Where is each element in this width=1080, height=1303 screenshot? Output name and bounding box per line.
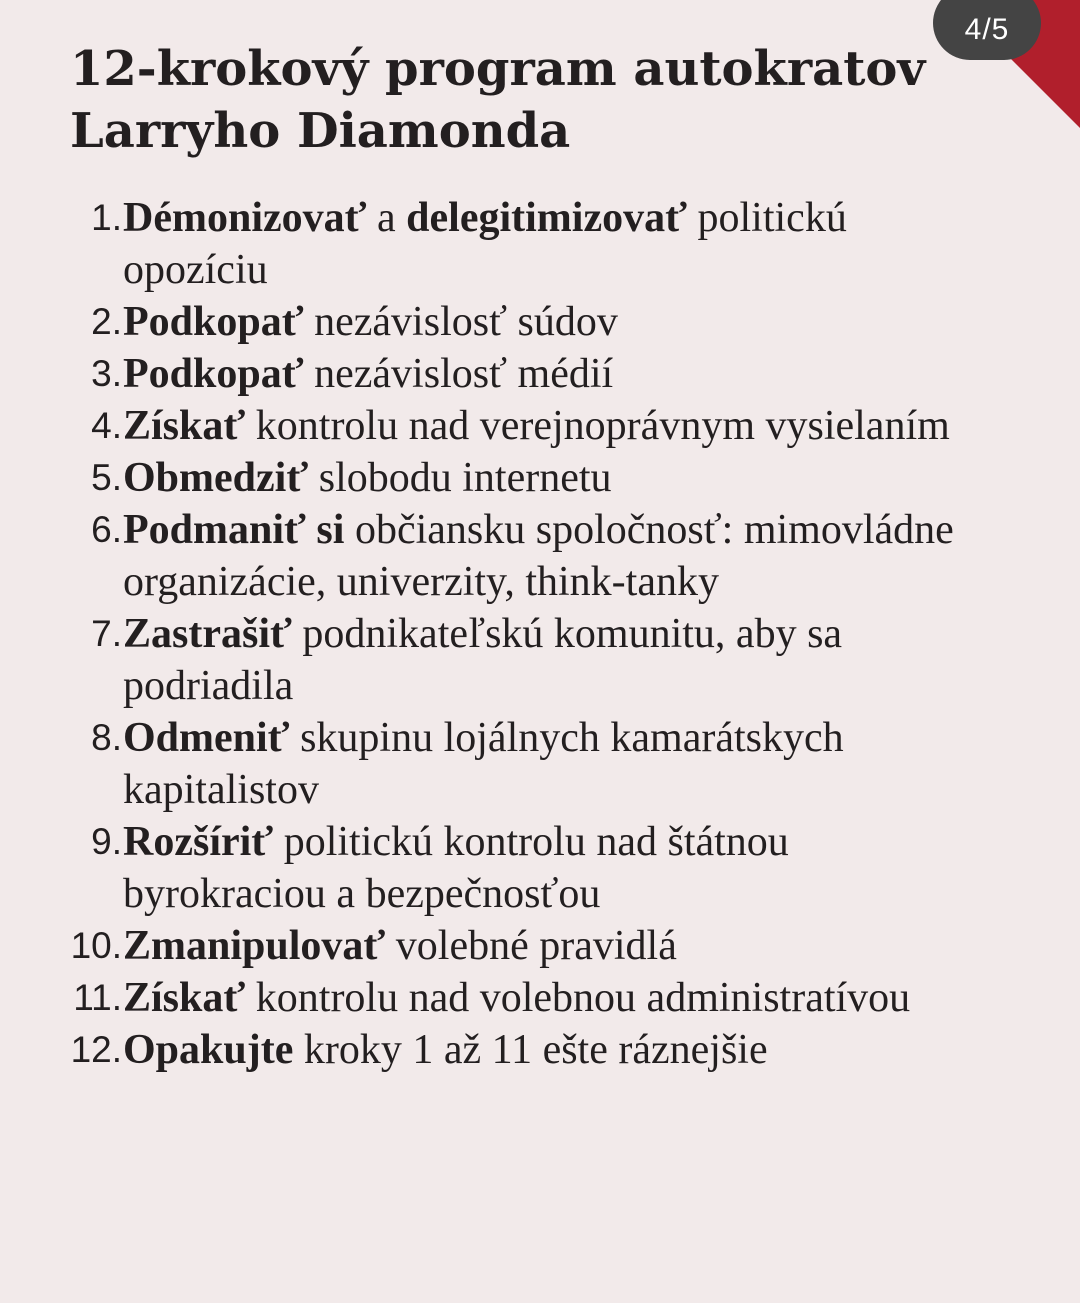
step-verb: Podkopať <box>123 299 304 345</box>
step-verb: Opakujte <box>123 1027 294 1073</box>
step-verb: Démonizovať <box>123 195 367 241</box>
step-text-secondary: politickú opozíciu <box>123 195 847 293</box>
list-item <box>0 608 1000 712</box>
step-verb: Zastrašiť <box>123 611 292 657</box>
step-number: 7. <box>91 613 122 654</box>
list-item <box>0 712 1000 816</box>
list-item <box>0 504 1000 608</box>
list-item <box>0 816 1000 920</box>
step-text: kontrolu nad verejnoprávnym vysielaním <box>245 403 950 449</box>
step-number: 9. <box>91 821 122 862</box>
step-verb: Zmanipulovať <box>123 923 386 969</box>
list-item <box>0 400 1000 452</box>
step-text: skupinu lojálnych kamarátskych kapitalistov <box>123 715 844 813</box>
step-text: politickú kontrolu nad štátnou byrokraciou a bezpečnosťou <box>123 819 789 917</box>
list-item <box>0 348 1000 400</box>
step-number: 8. <box>91 717 122 758</box>
list-item <box>0 972 1000 1024</box>
list-item <box>0 296 1000 348</box>
step-number: 10. <box>70 925 122 966</box>
step-text: nezávislosť médií <box>303 351 614 397</box>
list-item <box>0 192 1000 296</box>
steps-list <box>0 192 1000 1076</box>
step-verb: Získať <box>123 403 246 449</box>
page-indicator-badge: 4/5 <box>933 0 1041 60</box>
step-number: 6. <box>91 509 122 550</box>
step-verb: Rozšíriť <box>123 819 274 865</box>
step-number: 5. <box>91 457 122 498</box>
step-text: slobodu internetu <box>308 455 612 501</box>
step-text: kontrolu nad volebnou administratívou <box>245 975 911 1021</box>
step-verb: Získať <box>123 975 246 1021</box>
list-item <box>0 1024 1000 1076</box>
step-verb-secondary: delegitimizovať <box>406 195 687 241</box>
step-number: 3. <box>91 353 122 394</box>
step-number: 1. <box>91 197 122 238</box>
step-verb: Odmeniť <box>123 715 290 761</box>
step-text: nezávislosť súdov <box>303 299 618 345</box>
step-text: podnikateľskú komunitu, aby sa podriadila <box>123 611 843 709</box>
step-text: a <box>366 195 407 241</box>
step-number: 2. <box>91 301 122 342</box>
step-text: občiansku spoločnosť: mimovládne organizácie, univerzity, think-tanky <box>123 507 954 605</box>
page-title: 12-krokový program autokratov Larryho Diamonda <box>70 41 926 159</box>
list-item <box>0 920 1000 972</box>
step-number: 4. <box>91 405 122 446</box>
step-verb: Obmedziť <box>123 455 309 501</box>
step-number: 11. <box>73 977 122 1018</box>
step-verb: Podkopať <box>123 351 304 397</box>
step-text: kroky 1 až 11 ešte ráznejšie <box>293 1027 768 1073</box>
step-text: volebné pravidlá <box>385 923 677 969</box>
step-verb: Podmaniť si <box>123 507 345 553</box>
list-item <box>0 452 1000 504</box>
step-number: 12. <box>70 1029 122 1070</box>
